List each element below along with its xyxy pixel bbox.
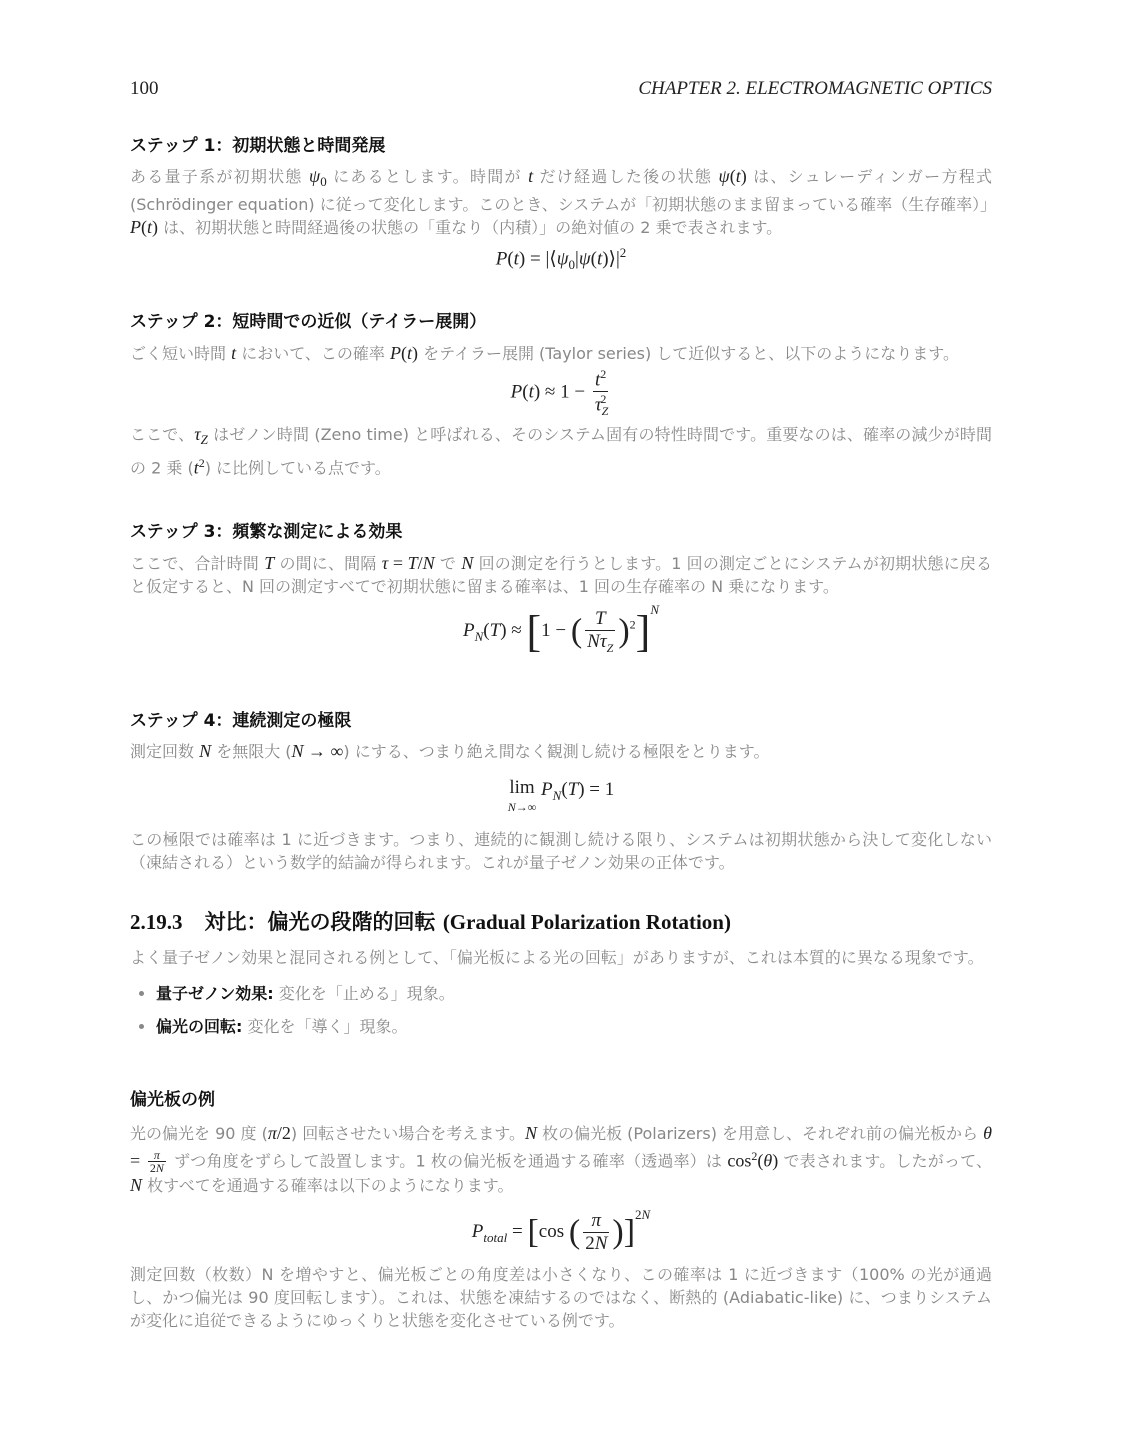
running-head bbox=[130, 78, 992, 100]
polarizer-paragraph-2: 測定回数（枚数）N を増やすと、偏光板ごとの角度差は小さくなり、この確率は 1 に近づきます（100% の光が通過し、かつ偏光は 90 度回転します）。これは、状態を凍結するのではなく、断熱的 (Adiabatic-like) に、つまりシステムが変化に追従できるようにゆっくりと状態を変化させている例です。 bbox=[130, 1265, 992, 1331]
step2-paragraph-1: ごく短い時間 t において、この確率 P(t) をテイラー展開 (Taylor series) して近似すると、以下のようになります。 bbox=[130, 343, 960, 363]
page-number: 100 bbox=[130, 78, 159, 99]
list-item: • 量子ゼノン効果: 変化を「止める」現象。 bbox=[156, 981, 992, 1004]
step2-section bbox=[130, 307, 992, 479]
step4-title: ステップ 4：連続測定の極限 bbox=[130, 711, 352, 731]
chapter-title: CHAPTER 2. ELECTROMAGNETIC OPTICS bbox=[638, 78, 992, 99]
section-intro: よく量子ゼノン効果と混同される例として、「偏光板による光の回転」がありますが、これは本質的に異なる現象です。 bbox=[130, 948, 984, 967]
step1-title: ステップ 1：初期状態と時間発展 bbox=[130, 136, 386, 156]
step2-paragraph-2: ここで、$\tau_Z$ はゼノン時間 (Zeno time) と呼ばれる、そのシステム固有の特性時間です。重要なのは、確率の減少が時間の 2 乗 $(t^2)$ に比例している点です。 bbox=[130, 424, 992, 477]
equation-taylor: P(t) ≈ 1 − $\frac{t^2}{\tau_Z^2}$ bbox=[510, 367, 609, 419]
step2-title: ステップ 2：短時間での近似（テイラー展開） bbox=[130, 312, 487, 332]
equation-survival-probability: $P(t) = |⟨\psi_0|\psi(t)⟩|^2$ bbox=[495, 245, 627, 273]
step3-title: ステップ 3：頻繁な測定による効果 bbox=[130, 522, 403, 542]
step1-paragraph: ある量子系が初期状態 $\psi_0$ にあるとします。時間が t だけ経過した後の状態 ψ(t) は、シュレーディンガー方程式 (Schrödinger equation) に従って変化します。このとき、システムが「初期状態のまま留まっている確率（生存確率）」P(t) は、初期状態と時間経過後の状態の「重なり（内積）」の絶対値の 2 乗で表されます。 bbox=[130, 166, 997, 238]
comparison-list bbox=[130, 981, 992, 1037]
step3-section bbox=[130, 517, 992, 657]
list-item: • 偏光の回転: 変化を「導く」現象。 bbox=[156, 1014, 992, 1037]
step3-paragraph: ここで、合計時間 T の間に、間隔 τ = T/N で N 回の測定を行うとします。1 回の測定ごとにシステムが初期状態に戻ると仮定すると、N 回の測定すべてで初期状態に留まる確率は、1 回の生存確率の N 乗になります。 bbox=[130, 553, 992, 596]
section-2-19-3 bbox=[130, 906, 992, 1047]
step1-section bbox=[130, 131, 997, 273]
equation-limit: lim N→∞ $P_N(T) = 1$ bbox=[507, 777, 615, 814]
polarizer-section bbox=[130, 1085, 992, 1332]
polarizer-paragraph-1: 光の偏光を 90 度 (π/2) 回転させたい場合を考えます。N 枚の偏光板 (Polarizers) を用意し、それぞれ前の偏光板から θ = $\frac{\pi}{2N}$ ずつ角度をずらして設置します。1 枚の偏光板を通過する確率（透過率）は $\cos^2(\theta)$ で表されます。したがって、N 枚すべてを通過する確率は以下のようになります。 bbox=[130, 1123, 992, 1196]
equation-total-transmission: $P_{total} = [\cos$ ( $\frac{\pi}{2N}$ )]$^{2N}$ bbox=[471, 1207, 651, 1255]
step4-paragraph-1: 測定回数 N を無限大 (N → ∞) にする、つまり絶え間なく観測し続ける極限をとります。 bbox=[130, 741, 770, 761]
step4-paragraph-2: この極限では確率は 1 に近づきます。つまり、連続的に観測し続ける限り、システムは初期状態から決して変化しない（凍結される）という数学的結論が得られます。これが量子ゼノン効果の正体です。 bbox=[130, 830, 992, 872]
equation-n-measurements: $P_N(T) \approx [1$ − ( $\frac{T}{N\tau_Z}$ )$^2$]$^N$ bbox=[463, 602, 659, 657]
polarizer-title: 偏光板の例 bbox=[130, 1090, 215, 1110]
step4-section bbox=[130, 706, 992, 874]
section-title: 2.19.3 対比：偏光の段階的回転 (Gradual Polarization Rotation) bbox=[130, 910, 731, 934]
